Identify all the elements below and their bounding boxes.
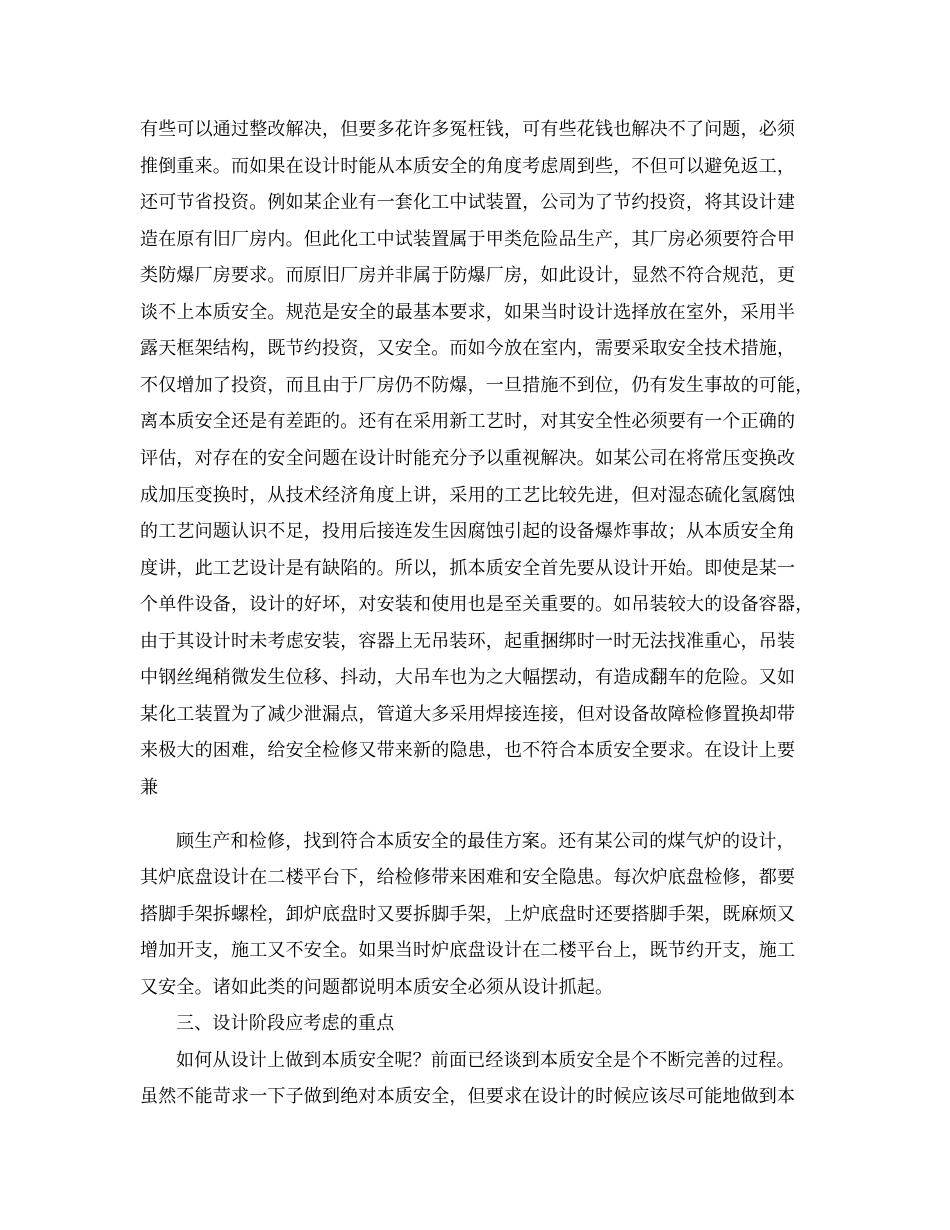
text-line: 其炉底盘设计在二楼平台下，给检修带来困难和安全隐患。每次炉底盘检修，都要 — [140, 867, 796, 888]
text-line: 增加开支，施工又不安全。如果当时炉底盘设计在二楼平台上，既节约开支，施工 — [140, 940, 796, 961]
text-line: 某化工装置为了减少泄漏点，管道大多采用焊接连接，但对设备故障检修置换却带 — [140, 704, 796, 725]
text-line: 又安全。诸如此类的问题都说明本质安全必须从设计抓起。 — [140, 977, 614, 998]
text-line: 离本质安全还是有差距的。还有在采用新工艺时，对其安全性必须要有一个正确的 — [140, 411, 796, 432]
text-line: 来极大的困难，给安全检修又带来新的隐患，也不符合本质安全要求。在设计上要 — [140, 740, 796, 761]
text-line: 谈不上本质安全。规范是安全的最基本要求，如果当时设计选择放在室外，采用半 — [140, 302, 796, 323]
text-line: 由于其设计时未考虑安装，容器上无吊装环，起重捆绑时一时无法找准重心，吊装 — [140, 631, 796, 652]
text-line: 还可节省投资。例如某企业有一套化工中试装置，公司为了节约投资，将其设计建 — [140, 192, 796, 213]
paragraph-first-line: 顾生产和检修，找到符合本质安全的最佳方案。还有某公司的煤气炉的设计， — [176, 831, 795, 852]
text-line: 搭脚手架拆螺栓，卸炉底盘时又要拆脚手架，上炉底盘时还要搭脚手架，既麻烦又 — [140, 904, 796, 925]
section-heading: 三、设计阶段应考虑的重点 — [176, 1013, 395, 1034]
text-line: 兼 — [140, 777, 159, 798]
text-line: 评估，对存在的安全问题在设计时能充分予以重视解决。如某公司在将常压变换改 — [140, 448, 796, 469]
text-line: 类防爆厂房要求。而原旧厂房并非属于防爆厂房，如此设计，显然不符合规范，更 — [140, 265, 796, 286]
text-line: 成加压变换时，从技术经济角度上讲，采用的工艺比较先进，但对湿态硫化氢腐蚀 — [140, 485, 796, 506]
text-line: 露天框架结构，既节约投资，又安全。而如今放在室内，需要采取安全技术措施， — [140, 338, 796, 359]
text-line: 造在原有旧厂房内。但此化工中试装置属于甲类危险品生产，其厂房必须要符合甲 — [140, 229, 796, 250]
text-line: 中钢丝绳稍微发生位移、抖动，大吊车也为之大幅摆动，有造成翻车的危险。又如 — [140, 667, 796, 688]
text-line: 虽然不能苛求一下子做到绝对本质安全，但要求在设计的时候应该尽可能地做到本 — [140, 1086, 796, 1107]
text-line: 的工艺问题认识不足，投用后接连发生因腐蚀引起的设备爆炸事故；从本质安全角 — [140, 521, 796, 542]
text-line: 度讲，此工艺设计是有缺陷的。所以，抓本质安全首先要从设计开始。即使是某一 — [140, 558, 796, 579]
text-line: 推倒重来。而如果在设计时能从本质安全的角度考虑周到些，不但可以避免返工， — [140, 156, 796, 177]
text-line: 个单件设备，设计的好坏，对安装和使用也是至关重要的。如吊装较大的设备容器， — [140, 594, 814, 615]
text-line: 不仅增加了投资，而且由于厂房仍不防爆，一旦措施不到位，仍有发生事故的可能， — [140, 375, 814, 396]
paragraph-first-line: 如何从设计上做到本质安全呢？前面已经谈到本质安全是个不断完善的过程。 — [176, 1050, 795, 1071]
text-line: 有些可以通过整改解决，但要多花许多冤枉钱，可有些花钱也解决不了问题，必须 — [140, 119, 796, 140]
